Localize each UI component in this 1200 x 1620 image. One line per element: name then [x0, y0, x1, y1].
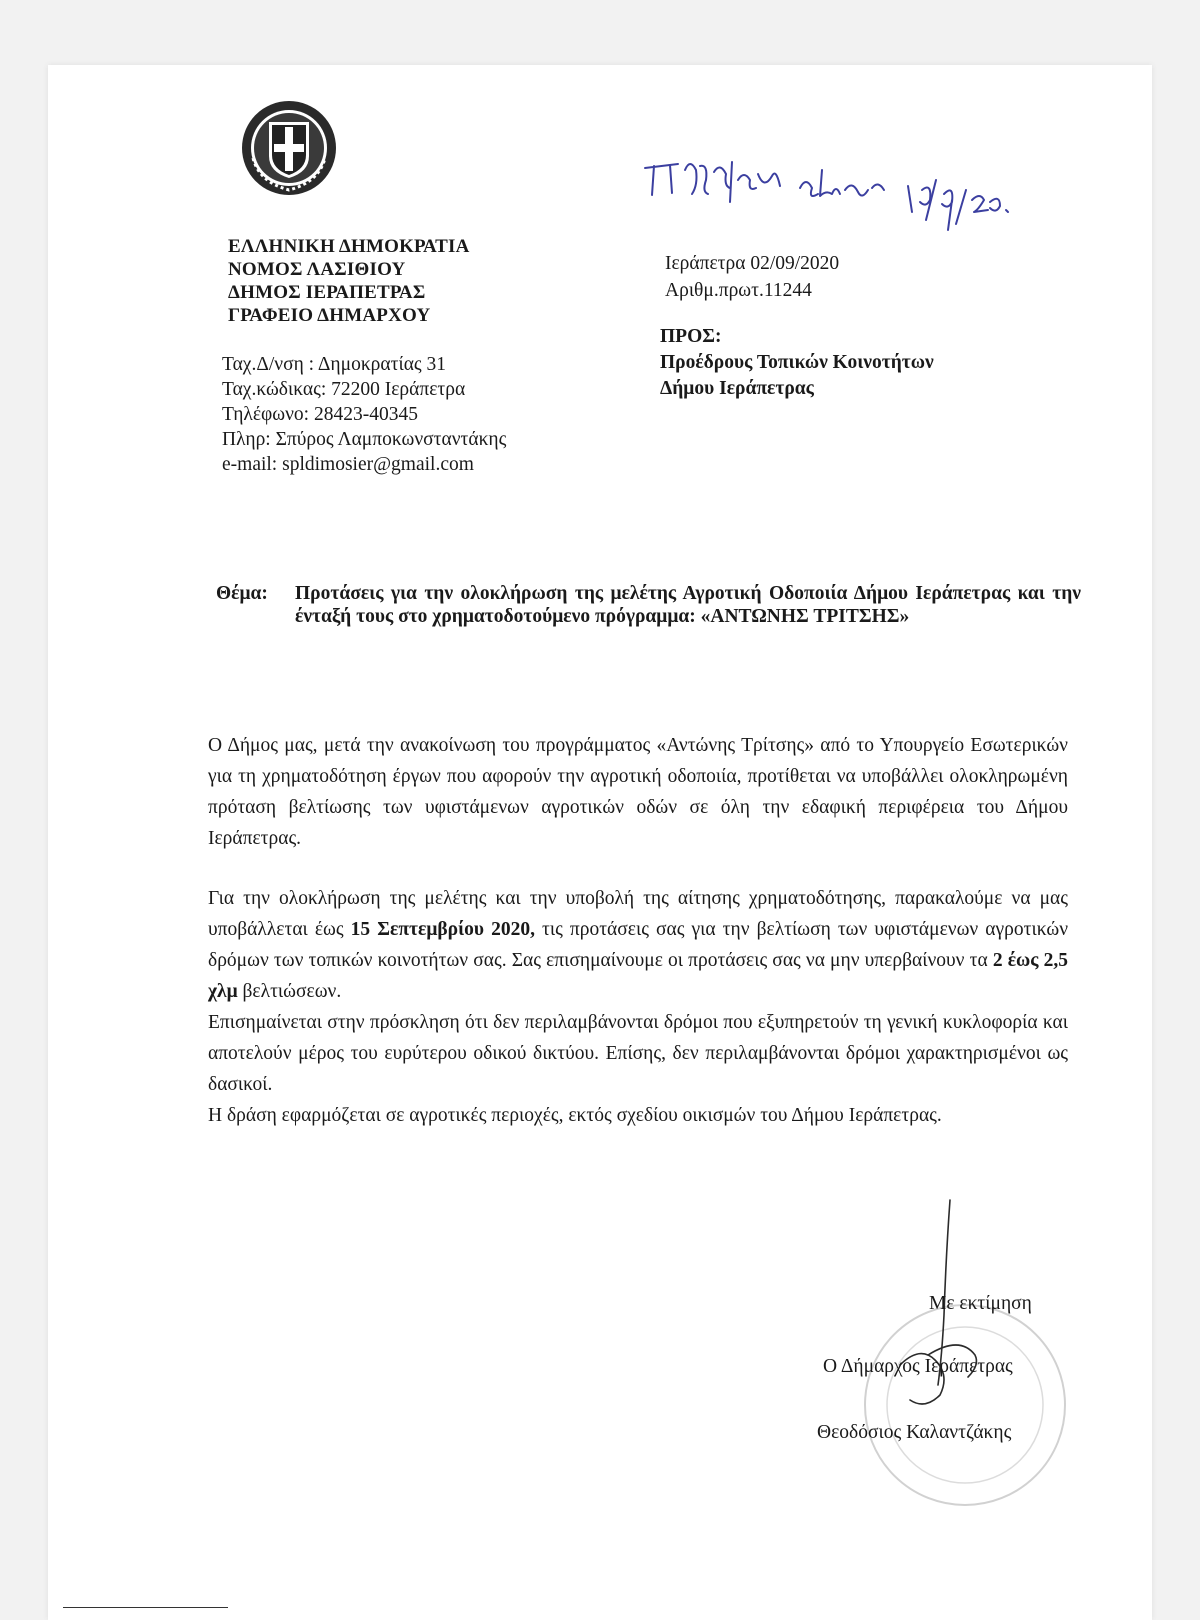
contact-email: e-mail: spldimosier@gmail.com: [222, 454, 474, 475]
body-paragraph-4: Η δράση εφαρμόζεται σε αγροτικές περιοχές, εκτός σχεδίου οικισμών του Δήμου Ιεράπετρας.: [208, 1105, 942, 1126]
greek-emblem-icon: [239, 98, 339, 198]
signatory-name: Θεοδόσιος Καλαντζάκης: [817, 1422, 1012, 1443]
contact-phone: Τηλέφωνο: 28423-40345: [222, 404, 418, 425]
body-paragraph-2: [208, 883, 1068, 1007]
contact-postal: Ταχ.κώδικας: 72200 Ιεράπετρα: [222, 379, 466, 400]
recipient-line2: Δήμου Ιεράπετρας: [660, 378, 814, 399]
header-line-municipality: ΔΗΜΟΣ ΙΕΡΑΠΕΤΡΑΣ: [228, 282, 426, 303]
footnote-rule: [63, 1607, 228, 1608]
issuer-header: [228, 235, 470, 327]
body-paragraph-2-text-b: τις προτάσεις σας για την βελτίωση των υφιστάμενων αγροτικών δρόμων των τοπικών κοινοτήτων σας. Σας επισημαίνουμε οι προτάσεις σας να μην υπερβαίνουν τα: [208, 919, 1069, 971]
recipient-line1: Προέδρους Τοπικών Κοινοτήτων: [660, 352, 934, 373]
contact-block: [222, 352, 506, 477]
contact-address: Ταχ.Δ/νση : Δημοκρατίας 31: [222, 354, 447, 375]
body-paragraph-1: Ο Δήμος μας, μετά την ανακοίνωση του προγράμματος «Αντώνης Τρίτσης» από το Υπουργείο Εσωτερικών για τη χρηματοδότηση έργων που αφορούν την αγροτική οδοποιία, προτίθεται να υποβάλλει ολοκληρωμένη πρόταση βελτίωσης των υφιστάμενων αγροτικών οδών σε όλη την εδαφική περιφέρεια του Δήμου Ιεράπετρας.: [208, 735, 1068, 849]
length-limit: 2 έως 2,5 χλμ: [208, 950, 1069, 1002]
recipient-label: ΠΡΟΣ:: [660, 326, 722, 347]
closing-phrase: Με εκτίμηση: [929, 1293, 1032, 1314]
header-line-prefecture: ΝΟΜΟΣ ΛΑΣΙΘΙΟΥ: [228, 259, 406, 280]
body-paragraph-3: Επισημαίνεται στην πρόσκληση ότι δεν περιλαμβάνονται δρόμοι που εξυπηρετούν τη γενική κυκλοφορία και αποτελούν μέρος του ευρύτερου οδικού δικτύου. Επίσης, δεν περιλαμβάνονται δρόμοι χαρακτηρισμένοι ως δασικοί.: [208, 1012, 1068, 1095]
date-block: [665, 250, 839, 304]
header-line-office: ΓΡΑΦΕΙΟ ΔΗΜΑΡΧΟΥ: [228, 305, 431, 326]
contact-info: Πληρ: Σπύρος Λαμποκωνσταντάκης: [222, 429, 507, 450]
handwritten-note: [640, 150, 1040, 245]
deadline-date: 15 Σεπτεμβρίου 2020,: [350, 919, 535, 940]
document-date: Ιεράπετρα 02/09/2020: [665, 253, 840, 274]
signatory-role: Ο Δήμαρχος Ιεράπετρας: [823, 1356, 1013, 1377]
letter-body: [208, 730, 1068, 1131]
protocol-number: Αριθμ.πρωτ.11244: [665, 280, 812, 301]
body-paragraph-2-text-c: βελτιώσεων.: [237, 981, 342, 1002]
handwritten-signature: [880, 1195, 1020, 1435]
recipient-block: [660, 324, 934, 402]
subject-text: Προτάσεις για την ολοκλήρωση της μελέτης Αγροτική Οδοποιία Δήμου Ιεράπετρας και την ένταξή τους στο χρηματοδοτούμενο πρόγραμμα: «ΑΝΤΩΝΗΣ ΤΡΙΤΣΗΣ»: [295, 583, 1081, 627]
body-paragraph-2-text-a: Για την ολοκλήρωση της μελέτης και την υποβολή της αίτησης χρηματοδότησης, παρακαλούμε να μας υποβάλλεται έως: [208, 888, 1068, 940]
header-line-republic: ΕΛΛΗΝΙΚΗ ΔΗΜΟΚΡΑΤΙΑ: [228, 236, 470, 257]
subject-label: Θέμα:: [216, 583, 268, 604]
